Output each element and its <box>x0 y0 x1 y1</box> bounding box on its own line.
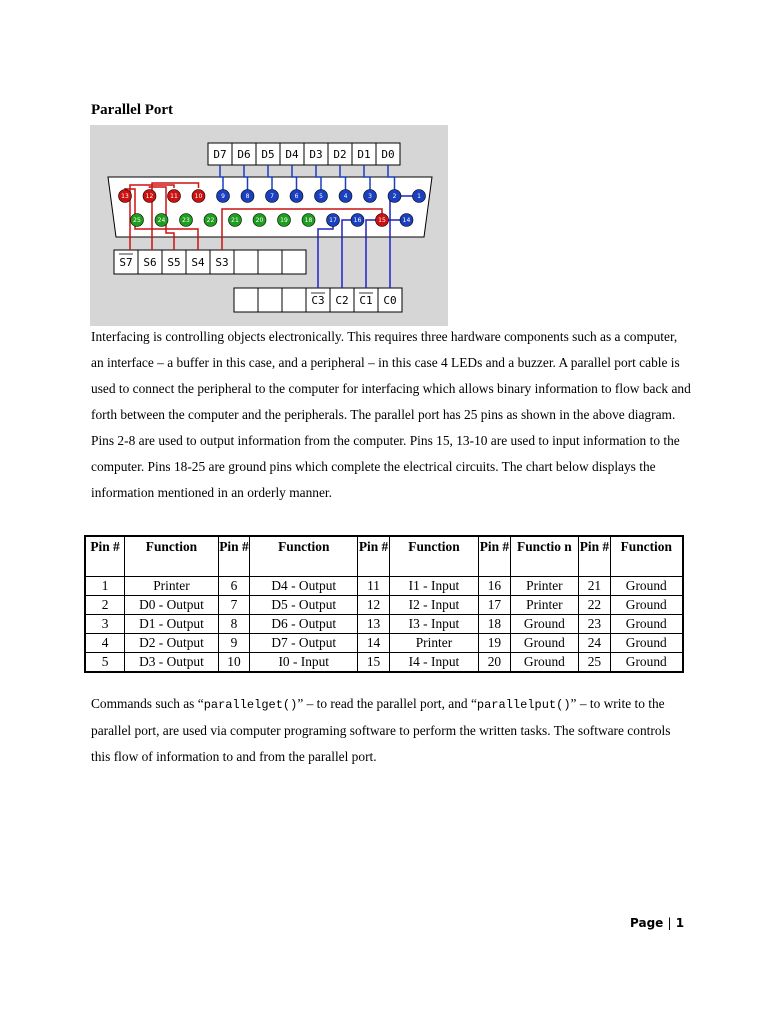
data-register-label: D1 <box>357 148 371 161</box>
data-register-label: D6 <box>237 148 251 161</box>
table-cell-pin: 1 <box>85 576 125 595</box>
control-register-label: C2 <box>335 294 349 307</box>
table-cell-pin: 14 <box>358 633 389 652</box>
table-cell-function: I4 - Input <box>389 652 479 672</box>
parallel-port-diagram <box>90 125 448 326</box>
table-cell-function: I2 - Input <box>389 595 479 614</box>
header-pin: Pin # <box>579 536 610 576</box>
table-cell-function: D6 - Output <box>250 614 358 633</box>
pin-label: 16 <box>353 217 362 224</box>
table-cell-pin: 17 <box>479 595 510 614</box>
table-cell-pin: 25 <box>579 652 610 672</box>
header-function: Functio n <box>510 536 579 576</box>
table-cell-pin: 16 <box>479 576 510 595</box>
pin-label: 3 <box>368 193 372 200</box>
table-cell-pin: 10 <box>218 652 249 672</box>
table-row <box>85 576 683 595</box>
status-register-label: S7 <box>119 256 133 269</box>
pin-label: 14 <box>402 217 411 224</box>
control-register-cell <box>282 288 306 312</box>
table-cell-pin: 4 <box>85 633 125 652</box>
control-register-cell <box>258 288 282 312</box>
table-cell-pin: 15 <box>358 652 389 672</box>
table-cell-function: Ground <box>510 652 579 672</box>
pin-label: 2 <box>392 193 397 200</box>
table-cell-function: Printer <box>125 576 219 595</box>
table-cell-function: Printer <box>510 595 579 614</box>
header-function: Function <box>610 536 683 576</box>
table-cell-function: Ground <box>610 595 683 614</box>
header-function: Function <box>389 536 479 576</box>
page-footer <box>630 916 684 930</box>
control-register-label: C1 <box>359 294 373 307</box>
table-cell-function: I1 - Input <box>389 576 479 595</box>
table-cell-pin: 24 <box>579 633 610 652</box>
table-cell-pin: 23 <box>579 614 610 633</box>
table-cell-function: I3 - Input <box>389 614 479 633</box>
table-cell-pin: 12 <box>358 595 389 614</box>
control-register-label: C0 <box>383 294 397 307</box>
table-row <box>85 633 683 652</box>
command-parallelput: parallelput() <box>476 698 571 712</box>
pin-label: 5 <box>319 193 323 200</box>
table-cell-pin: 5 <box>85 652 125 672</box>
pin-label: 7 <box>270 193 274 200</box>
status-register-label: S3 <box>215 256 229 269</box>
commands-text-3: ” – to write to the parallel port, are used via computer programing software to perform the written tasks. The software controls this flow of information to and from the parallel port. <box>91 696 671 764</box>
pin-label: 22 <box>206 217 215 224</box>
table-cell-function: D4 - Output <box>250 576 358 595</box>
pin-label: 4 <box>343 193 348 200</box>
data-register-label: D7 <box>213 148 227 161</box>
table-cell-pin: 11 <box>358 576 389 595</box>
header-pin: Pin # <box>85 536 125 576</box>
pin-label: 13 <box>121 193 129 200</box>
pin-label: 21 <box>231 217 239 224</box>
table-cell-pin: 3 <box>85 614 125 633</box>
data-register-label: D2 <box>333 148 347 161</box>
control-register-cell <box>234 288 258 312</box>
pin-label: 25 <box>133 217 141 224</box>
pin-label: 17 <box>329 217 337 224</box>
table-cell-function: Ground <box>610 576 683 595</box>
pin-label: 20 <box>255 217 264 224</box>
table-cell-pin: 20 <box>479 652 510 672</box>
header-pin: Pin # <box>218 536 249 576</box>
pin-label: 6 <box>294 193 299 200</box>
commands-paragraph <box>91 691 691 770</box>
table-cell-function: D3 - Output <box>125 652 219 672</box>
table-row <box>85 652 683 672</box>
table-cell-pin: 2 <box>85 595 125 614</box>
status-register-label: S5 <box>167 256 181 269</box>
table-cell-function: D2 - Output <box>125 633 219 652</box>
table-cell-pin: 13 <box>358 614 389 633</box>
table-cell-function: I0 - Input <box>250 652 358 672</box>
data-register-label: D3 <box>309 148 323 161</box>
command-parallelget: parallelget() <box>203 698 298 712</box>
header-function: Function <box>125 536 219 576</box>
pin-label: 8 <box>245 193 250 200</box>
pin-label: 18 <box>304 217 313 224</box>
table-cell-function: Printer <box>510 576 579 595</box>
table-cell-function: Ground <box>510 614 579 633</box>
pin-label: 9 <box>221 193 225 200</box>
table-cell-pin: 7 <box>218 595 249 614</box>
table-cell-pin: 8 <box>218 614 249 633</box>
table-cell-function: Ground <box>610 633 683 652</box>
table-cell-function: D0 - Output <box>125 595 219 614</box>
pin-label: 12 <box>145 193 154 200</box>
table-cell-function: Printer <box>389 633 479 652</box>
table-row <box>85 614 683 633</box>
table-cell-function: Ground <box>610 614 683 633</box>
commands-text-1: Commands such as “ <box>91 696 204 711</box>
table-cell-pin: 18 <box>479 614 510 633</box>
data-register-label: D0 <box>381 148 395 161</box>
status-register-boxes <box>114 250 306 274</box>
table-row <box>85 595 683 614</box>
pin-label: 15 <box>378 217 386 224</box>
data-register-boxes <box>208 143 400 165</box>
data-register-label: D4 <box>285 148 299 161</box>
table-cell-function: D1 - Output <box>125 614 219 633</box>
header-function: Function <box>250 536 358 576</box>
pin-label: 11 <box>170 193 178 200</box>
pin-function-table <box>84 535 684 673</box>
pin-label: 19 <box>280 217 288 224</box>
intro-paragraph: Interfacing is controlling objects electronically. This requires three hardware components such as a computer, an interface – a buffer in this case, and a peripheral – in this case 4 LEDs and a buzzer. A parallel port cable is used to connect the peripheral to the computer for interfacing which allows binary information to flow back and forth between the computer and the peripherals. The parallel port has 25 pins as shown in the above diagram. Pins 2-8 are used to output information from the computer. Pins 15, 13-10 are used to input information to the computer. Pins 18-25 are ground pins which complete the electrical circuits. The chart below displays the information mentioned in an orderly manner. <box>91 329 691 500</box>
status-register-label: S4 <box>191 256 205 269</box>
control-register-label: C3 <box>311 294 325 307</box>
status-register-cell <box>258 250 282 274</box>
control-register-boxes <box>234 288 402 312</box>
page-label: Page <box>630 916 664 930</box>
table-cell-pin: 22 <box>579 595 610 614</box>
table-cell-function: D7 - Output <box>250 633 358 652</box>
table-cell-pin: 6 <box>218 576 249 595</box>
table-cell-pin: 19 <box>479 633 510 652</box>
page-title: Parallel Port <box>91 102 174 118</box>
pin-label: 10 <box>194 193 203 200</box>
header-pin: Pin # <box>479 536 510 576</box>
table-cell-function: Ground <box>510 633 579 652</box>
table-cell-pin: 21 <box>579 576 610 595</box>
page-number: 1 <box>675 916 685 930</box>
status-register-cell <box>234 250 258 274</box>
db25-connector-shell <box>108 177 432 237</box>
pin-label: 24 <box>157 217 166 224</box>
data-register-label: D5 <box>261 148 275 161</box>
page-separator: | <box>667 916 672 930</box>
table-cell-pin: 9 <box>218 633 249 652</box>
header-pin: Pin # <box>358 536 389 576</box>
pin-label: 1 <box>417 193 421 200</box>
pin-label: 23 <box>182 217 190 224</box>
table-cell-function: D5 - Output <box>250 595 358 614</box>
status-register-label: S6 <box>143 256 157 269</box>
commands-text-2: ” – to read the parallel port, and “ <box>297 696 477 711</box>
table-cell-function: Ground <box>610 652 683 672</box>
status-register-cell <box>282 250 306 274</box>
table-header-row <box>85 536 683 576</box>
